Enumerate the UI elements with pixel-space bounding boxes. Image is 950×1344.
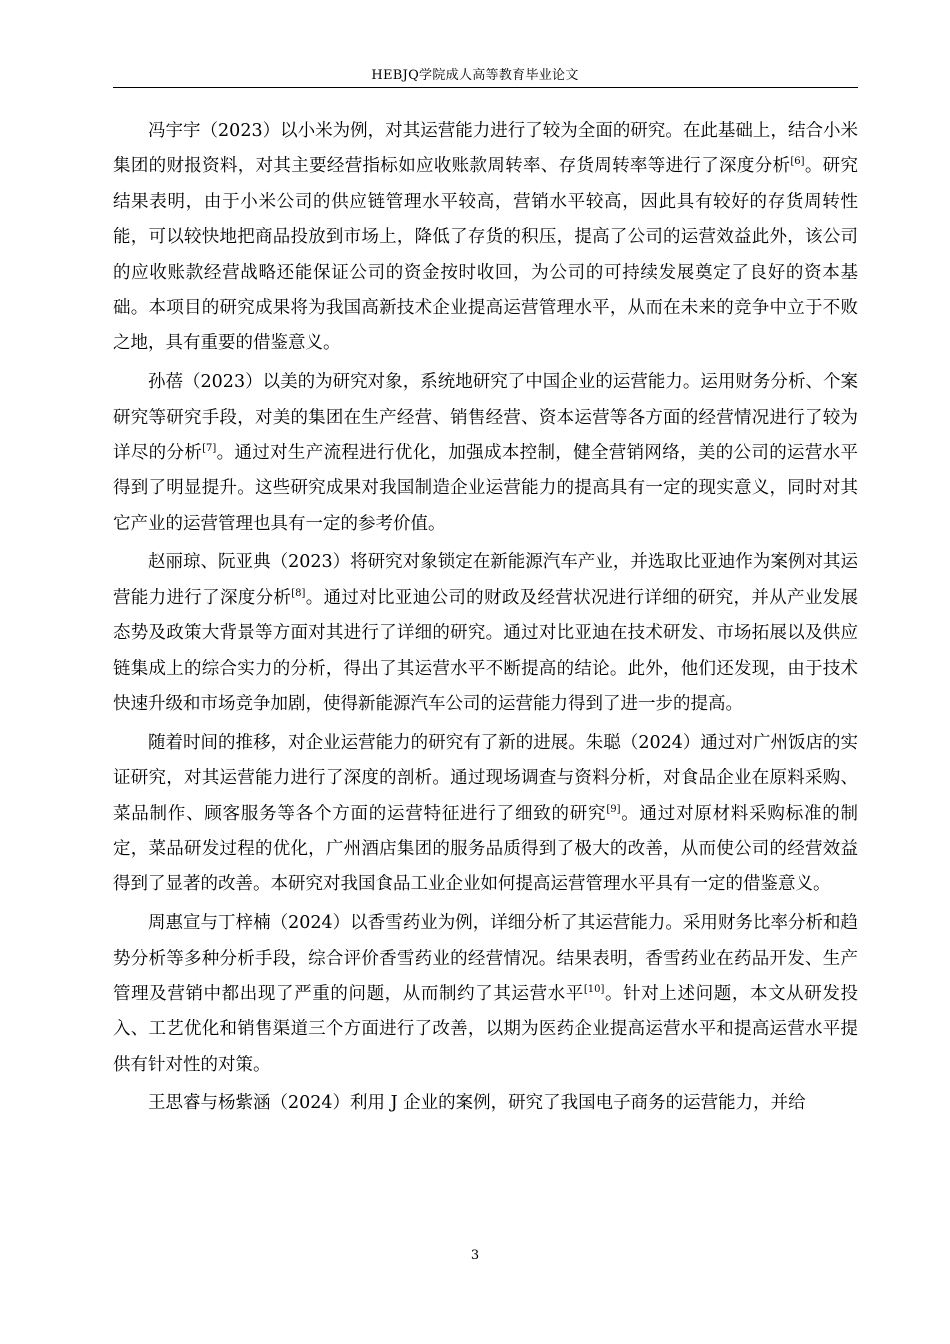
paragraph-text: 赵丽琼、阮亚典（2023）将研究对象锁定在新能源汽车产业，并选取比亚迪作为案例对其运营能力进行了深度分析 — [113, 552, 858, 608]
paragraph-feng — [113, 114, 858, 362]
paragraph-text: 。针对上述问题，本文从研发投入、工艺优化和销售渠道三个方面进行了改善，以期为医药企业提高运营水平和提高运营水平提供有针对性的对策。 — [113, 983, 859, 1075]
page-number: 3 — [470, 1248, 480, 1263]
paragraph-text: 。通过对原材料采购标准的制定，菜品研发过程的优化，广州酒店集团的服务品质得到了极大的改善，从而使公司的经营效益得到了显著的改善。本研究对我国食品工业企业如何提高运营管理水平具有一定的借鉴意义。 — [113, 803, 859, 895]
paragraph-text: 。通过对比亚迪公司的财政及经营状况进行详细的研究，并从产业发展态势及政策大背景等方面对其进行了详细的研究。通过对比亚迪在技术研发、市场拓展以及供应链集成上的综合实力的分析，得出了其运营水平不断提高的结论。此外，他们还发现，由于技术快速升级和市场竞争加剧，使得新能源汽车公司的运营能力得到了进一步的提高。 — [113, 587, 858, 715]
citation-ref: [10] — [583, 984, 605, 996]
page-header: HEBJQ学院成人高等教育毕业论文 — [371, 68, 579, 83]
citation-ref: [7] — [202, 443, 217, 455]
header-divider — [113, 87, 858, 88]
paragraph-text: 冯宇宇（2023）以小米为例，对其运营能力进行了较为全面的研究。在此基础上，结合小米集团的财报资料，对其主要经营指标如应收账款周转率、存货周转率等进行了深度分析 — [113, 121, 858, 177]
paragraph-zhou — [113, 906, 858, 1083]
paragraph-text: 随着时间的推移，对企业运营能力的研究有了新的进展。朱聪（2024）通过对广州饭店的实证研究，对其运营能力进行了深度的剖析。通过现场调查与资料分析，对食品企业在原料采购、菜品制作、顾客服务等各个方面的运营特征进行了细致的研究 — [113, 732, 858, 824]
paragraph-wang — [113, 1086, 858, 1121]
paragraph-zhao — [113, 545, 858, 722]
citation-ref: [6] — [790, 156, 805, 168]
citation-ref: [8] — [291, 588, 306, 600]
paragraph-text: 。通过对生产流程进行优化，加强成本控制，健全营销网络，美的公司的运营水平得到了明显提升。这些研究成果对我国制造企业运营能力的提高具有一定的现实意义，同时对其它产业的运营管理也具有一定的参考价值。 — [113, 442, 858, 534]
citation-ref: [9] — [606, 803, 621, 815]
paragraph-zhu — [113, 726, 858, 903]
paragraph-text: 周惠宣与丁梓楠（2024）以香雪药业为例，详细分析了其运营能力。采用财务比率分析和趋势分析等多种分析手段，综合评价香雪药业的经营情况。结果表明，香雪药业在药品开发、生产管理及营销中都出现了严重的问题，从而制约了其运营水平 — [113, 913, 858, 1004]
paragraph-text: 孙蓓（2023）以美的为研究对象，系统地研究了中国企业的运营能力。运用财务分析、个案研究等研究手段，对美的集团在生产经营、销售经营、资本运营等各方面的经营情况进行了较为详尽的分析 — [113, 372, 858, 463]
body-text — [113, 114, 858, 1125]
paragraph-text: 。研究结果表明，由于小米公司的供应链管理水平较高，营销水平较高，因此具有较好的存货周转性能，可以较快地把商品投放到市场上，降低了存货的积压，提高了公司的运营效益此外，该公司的应收账款经营战略还能保证公司的资金按时收回，为公司的可持续发展奠定了良好的资本基础。本项目的研究成果将为我国高新技术企业提高运营管理水平，从而在未来的竞争中立于不败之地，具有重要的借鉴意义。 — [113, 156, 859, 354]
paragraph-sun — [113, 365, 858, 542]
paragraph-text: 王思睿与杨紫涵（2024）利用 J 企业的案例，研究了我国电子商务的运营能力，并给 — [148, 1093, 806, 1114]
